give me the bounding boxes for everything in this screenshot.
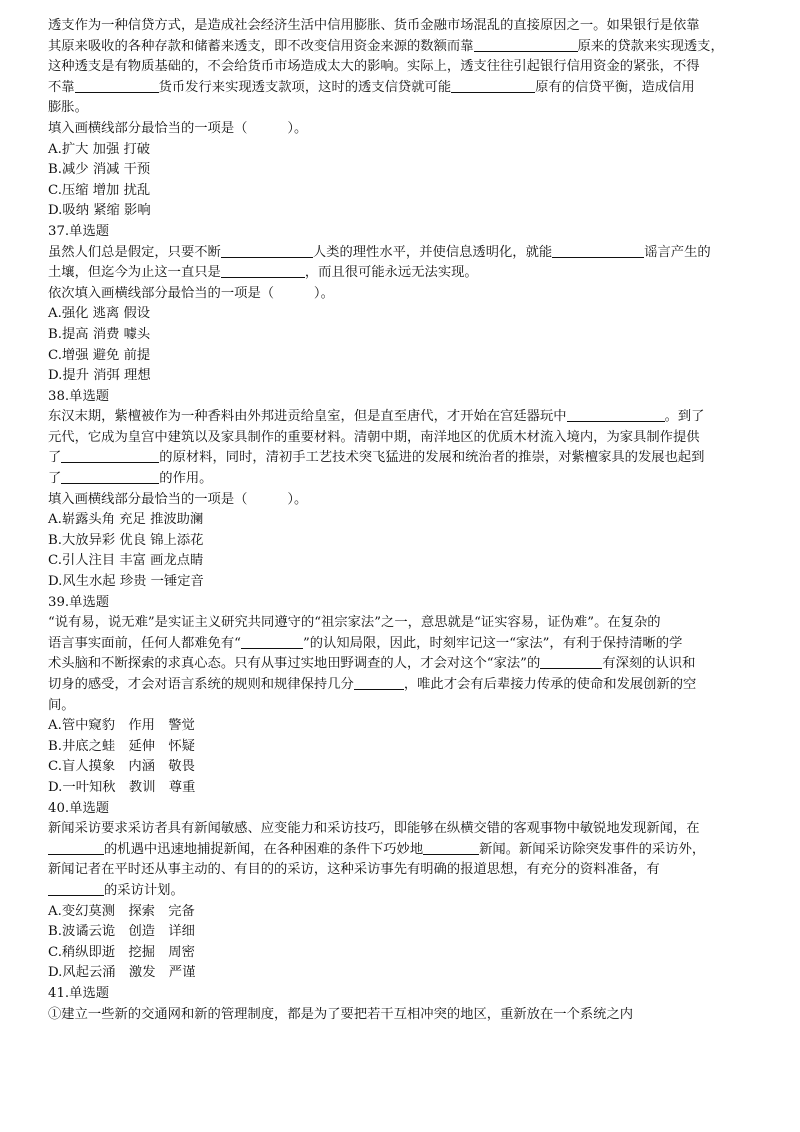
passage-line: 新闻采访要求采访者具有新闻敏感、应变能力和采访技巧，即能够在纵横交错的客观事物中敏锐地发现新闻，在 xyxy=(48,821,700,837)
blank-line xyxy=(540,654,602,669)
option-a[interactable]: A.管中窥豹 作用 警觉 xyxy=(48,718,195,734)
passage-line: 这种透支是有物质基础的，不会给货币市场造成太大的影响。实际上，透支往往引起银行信用资金的紧张，不得 xyxy=(48,59,700,75)
option-b[interactable]: B.提高 消费 噱头 xyxy=(48,326,151,342)
passage-line: 的采访计划。 xyxy=(48,881,748,902)
blank-line xyxy=(552,243,644,258)
passage-line: 间。 xyxy=(48,697,75,713)
passage-line: 膨胀。 xyxy=(48,100,88,116)
option-a[interactable]: A.扩大 加强 打破 xyxy=(48,141,151,157)
option-c[interactable]: C.稍纵即逝 挖掘 周密 xyxy=(48,944,195,960)
question-37 xyxy=(48,222,748,387)
question-prompt: 依次填入画横线部分最恰当的一项是（ ）。 xyxy=(48,285,334,301)
blank-line xyxy=(61,448,159,463)
passage-line: 不靠 货币发行来实现透支款项，这时的透支信贷就可能 原有的信贷平衡，造成信用 xyxy=(48,79,695,95)
question-header: 38.单选题 xyxy=(48,388,110,404)
option-c[interactable]: C.引人注目 丰富 画龙点睛 xyxy=(48,553,204,569)
question-prompt: 填入画横线部分最恰当的一项是（ ）。 xyxy=(48,120,308,136)
blank-line xyxy=(474,37,578,52)
option-c[interactable]: C.盲人摸象 内涵 敬畏 xyxy=(48,759,195,775)
question-header: 39.单选题 xyxy=(48,594,110,610)
option-b[interactable]: B.井底之蛙 延伸 怀疑 xyxy=(48,738,195,754)
option-d[interactable]: D.提升 消弭 理想 xyxy=(48,368,151,384)
option-a[interactable]: A.变幻莫测 探索 完备 xyxy=(48,903,195,919)
question-39 xyxy=(48,593,748,799)
passage-line: 其原来吸收的各种存款和储蓄来透支，即不改变信用资金来源的数额而靠 原来的贷款来实现透支， xyxy=(48,38,724,54)
option-b[interactable]: B.波谲云诡 创造 详细 xyxy=(48,924,195,940)
question-header: 40.单选题 xyxy=(48,800,110,816)
option-c[interactable]: C.压缩 增加 扰乱 xyxy=(48,182,151,198)
passage-line: 了 的作用。 xyxy=(48,471,213,487)
blank-line xyxy=(423,840,479,855)
passage-line: 土壤，但迄今为止这一直只是 ，而且很可能永远无法实现。 xyxy=(48,265,478,281)
blank-line xyxy=(61,469,159,484)
passage-line: 了 的原材料，同时，清初手工艺技术突飞猛进的发展和统治者的推崇，对紫檀家具的发展也起到 xyxy=(48,450,705,466)
passage-line: 语言事实面前，任何人都难免有“ ”的认知局限，因此，时刻牢记这一“家法”，有利于保持清晰的学 xyxy=(48,635,683,651)
option-a[interactable]: A.崭露头角 充足 推波助澜 xyxy=(48,512,204,528)
blank-line xyxy=(75,78,159,93)
passage-line: “说有易，说无难”是实证主义研究共同遵守的“祖宗家法”之一，意思就是“证实容易，证伪难”。在复杂的 xyxy=(48,615,661,631)
blank-line xyxy=(354,675,404,690)
question-prompt: 填入画横线部分最恰当的一项是（ ）。 xyxy=(48,491,308,507)
passage-line: ①建立一些新的交通网和新的管理制度，都是为了要把若干互相冲突的地区，重新放在一个系统之内 xyxy=(48,1006,634,1022)
question-40 xyxy=(48,799,748,984)
blank-line xyxy=(241,634,303,649)
option-d[interactable]: D.一叶知秋 教训 尊重 xyxy=(48,779,196,795)
option-b[interactable]: B.大放异彩 优良 锦上添花 xyxy=(48,532,204,548)
question-38 xyxy=(48,387,748,593)
document-page xyxy=(48,16,748,1025)
question-41 xyxy=(48,984,748,1025)
option-a[interactable]: A.强化 逃离 假设 xyxy=(48,306,151,322)
blank-line xyxy=(48,881,104,896)
blank-line xyxy=(567,407,665,422)
option-d[interactable]: D.风起云涌 激发 严谨 xyxy=(48,965,196,981)
blank-line xyxy=(48,840,104,855)
blank-line xyxy=(451,78,535,93)
passage-line: 的机遇中迅速地捕捉新闻，在各种困难的条件下巧妙地 新闻。新闻采访除突发事件的采访外， xyxy=(48,840,748,861)
passage-line: 元代，它成为皇宫中建筑以及家具制作的重要材料。清朝中期，南洋地区的优质木材流入境内，为家具制作提供 xyxy=(48,429,700,445)
option-d[interactable]: D.风生水起 珍贵 一锤定音 xyxy=(48,574,204,590)
option-b[interactable]: B.减少 消减 干预 xyxy=(48,162,151,178)
question-header: 41.单选题 xyxy=(48,985,110,1001)
blank-line xyxy=(221,263,305,278)
question-header: 37.单选题 xyxy=(48,223,110,239)
passage-line: 术头脑和不断探索的求真心态。只有从事过实地田野调查的人，才会对这个“家法”的 有深刻的认识和 xyxy=(48,656,696,672)
option-c[interactable]: C.增强 避免 前提 xyxy=(48,347,151,363)
option-d[interactable]: D.吸纳 紧缩 影响 xyxy=(48,203,151,219)
blank-line xyxy=(221,243,313,258)
question-36 xyxy=(48,16,748,222)
passage-line: 虽然人们总是假定，只要不断 人类的理性水平，并使信息透明化，就能 谣言产生的 xyxy=(48,244,711,260)
passage-line: 透支作为一种信贷方式，是造成社会经济生活中信用膨胀、货币金融市场混乱的直接原因之一。如果银行是依靠 xyxy=(48,18,700,33)
passage-line: 新闻记者在平时还从事主动的、有目的的采访，这种采访事先有明确的报道思想，有充分的资料准备，有 xyxy=(48,862,660,878)
passage-line: 切身的感受，才会对语言系统的规则和规律保持几分 ，唯此才会有后辈接力传承的使命和发展创新的空 xyxy=(48,677,697,692)
passage-line: 东汉末期，紫檀被作为一种香料由外邦进贡给皇室，但是直至唐代，才开始在宫廷器玩中 。到了 xyxy=(48,409,705,425)
